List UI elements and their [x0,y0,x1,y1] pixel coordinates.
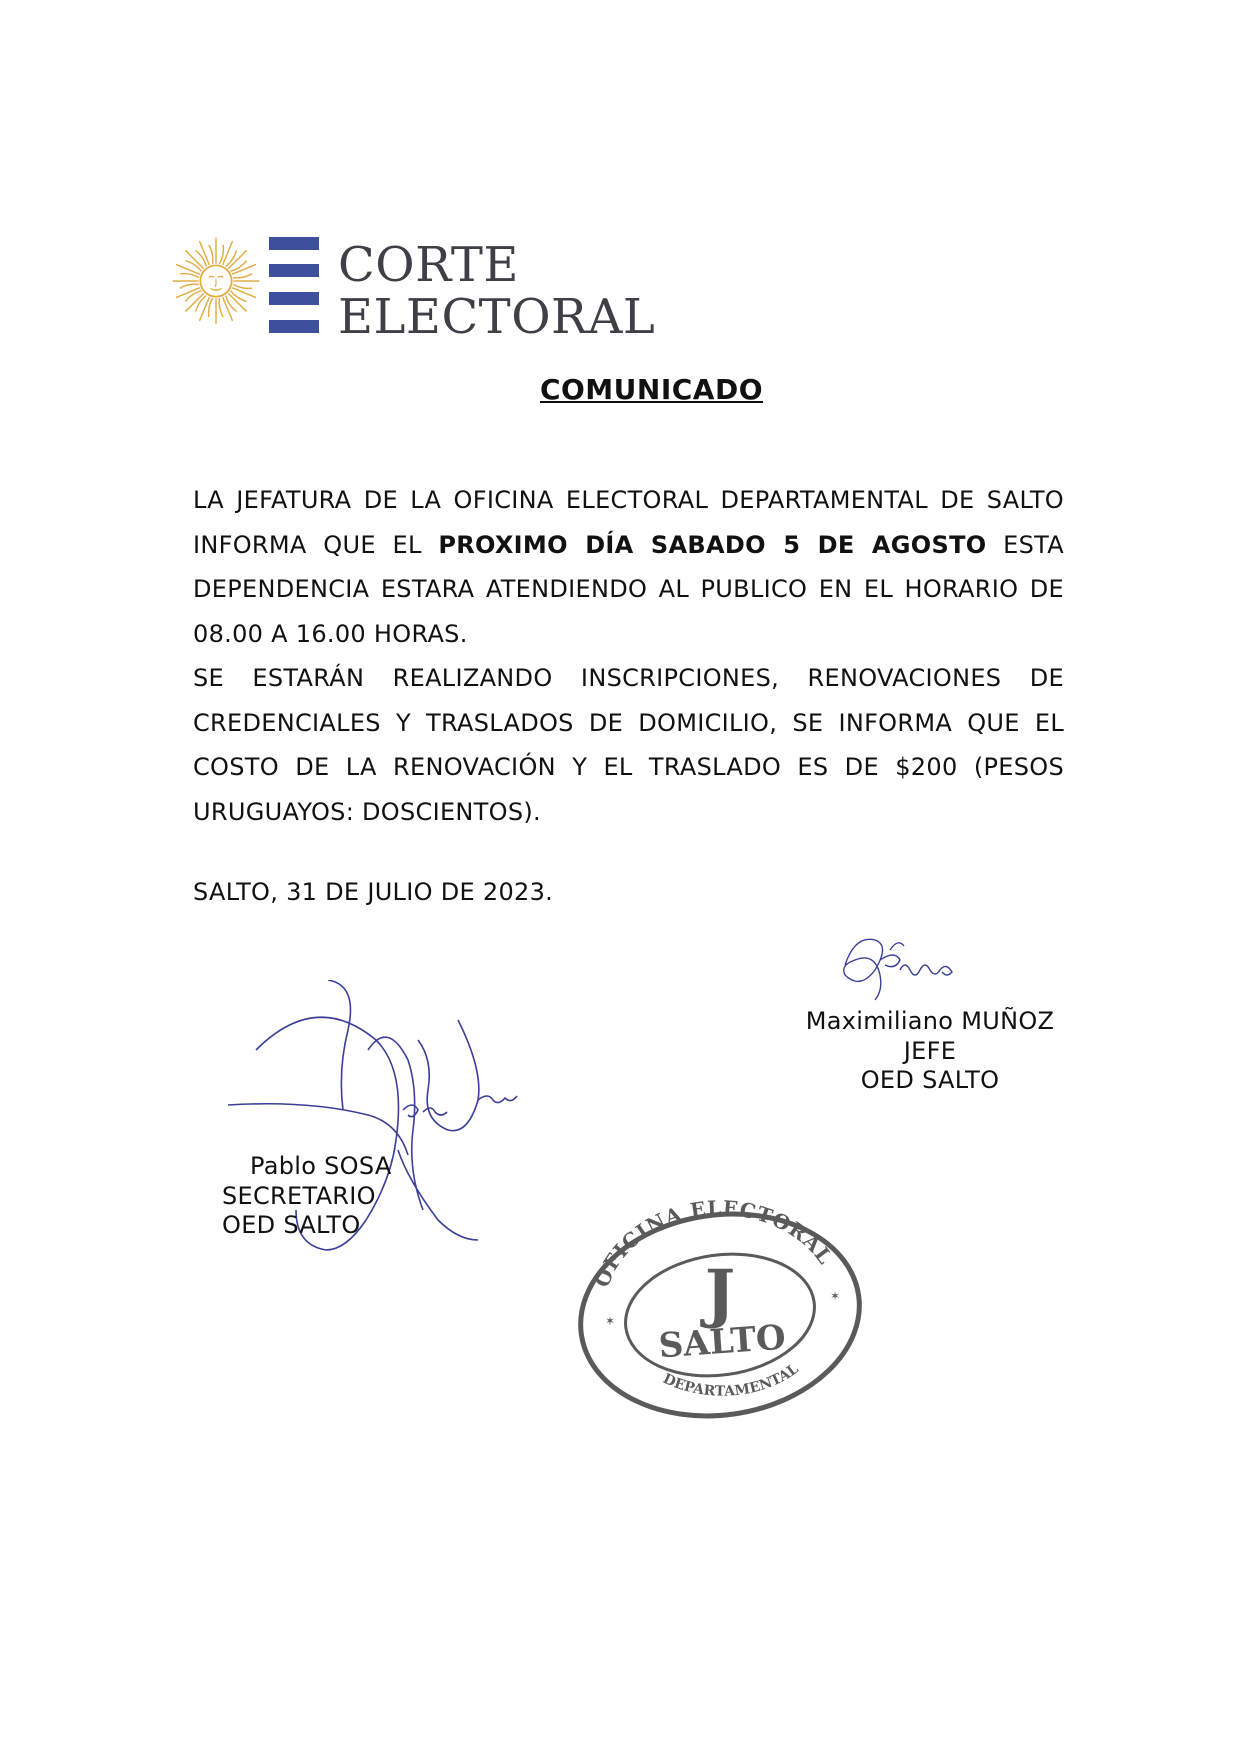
sun-ray [233,284,252,288]
body-paragraph: DEPENDENCIA ESTARA ATENDIENDO AL PUBLICO EN EL HORARIO DE 08.00 A 16.00 HORAS. [193,575,1064,648]
signer-name: Maximiliano MUÑOZ [805,1007,1055,1035]
logo-text-electoral: ELECTORAL [338,289,656,345]
highlighted-date: PROXIMO DÍA SABADO 5 DE AGOSTO [438,530,987,559]
sun-ray [180,284,199,288]
logo-bar [269,237,319,250]
signer-name: Pablo SOSA [250,1152,392,1180]
sun-ray [185,293,203,311]
signer-office: OED SALTO [860,1066,1000,1094]
signature-chief [770,1007,1090,1096]
sun-ray [185,250,203,268]
sun-ray [219,245,223,264]
stamp-star-icon: ✶ [830,1289,841,1303]
logo-text-corte: CORTE [338,237,519,293]
logo-bar [269,320,319,333]
logo-bars [269,237,319,335]
body-line [193,523,1064,568]
signer-role: JEFE [903,1036,957,1065]
stamp-city: SALTO [657,1317,787,1367]
page-title-text: COMUNICADO [539,373,764,406]
stamp-top-text: OFICINA ELECTORAL [589,1195,838,1291]
communique-body [193,478,1064,834]
sun-ray [233,274,252,278]
sun-ray [209,245,213,264]
sun-ray [219,298,223,317]
signer-role: SECRETARIO [222,1181,376,1210]
body-text: ESTA [1003,530,1064,559]
body-text: INFORMA QUE EL [193,530,422,559]
signature-secretary [222,1152,412,1241]
sun-ray [228,293,246,311]
document-date: SALTO, 31 DE JULIO DE 2023. [193,878,554,906]
sun-ray [180,274,199,278]
page-title [0,373,1241,406]
signer-office: OED SALTO [222,1211,361,1239]
stamp-star-icon: ✶ [605,1314,616,1328]
body-paragraph: SE ESTARÁN REALIZANDO INSCRIPCIONES, RENOVACIONES DE CREDENCIALES Y TRASLADOS DE DOMICILIO, SE INFORMA QUE EL COSTO DE LA RENOVACIÓN Y EL TRASLADO ES DE $200 (PESOS URUGUAYOS: DOSCIENTOS). [193,664,1064,826]
office-stamp [575,1195,865,1425]
sun-ray [228,250,246,268]
logo-bar [269,264,319,277]
logo-bar [269,292,319,305]
stamp-letter: J [704,1256,736,1331]
stamp-bottom-text: DEPARTAMENTAL [660,1360,802,1400]
sun-of-may-icon [170,235,262,327]
sun-ray [209,298,213,317]
corte-electoral-logo [170,233,656,345]
body-line: LA JEFATURA DE LA OFICINA ELECTORAL DEPARTAMENTAL DE SALTO [193,486,1064,514]
